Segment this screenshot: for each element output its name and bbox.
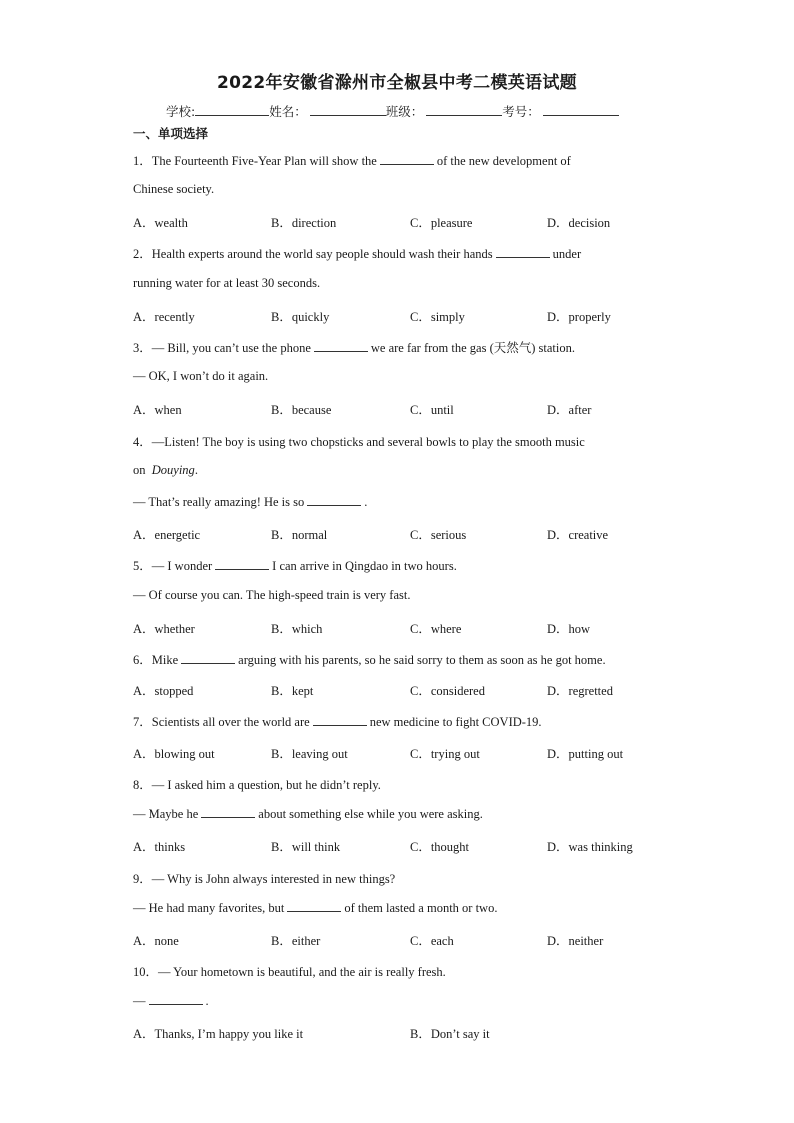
- student-info-line: [166, 102, 619, 120]
- question-3-line-1: 3．— Bill, you can’t use the phone we are far from the gas (天然气) station.: [133, 341, 575, 355]
- option-a[interactable]: A．energetic: [133, 528, 201, 542]
- question-2-line-2: running water for at least 30 seconds.: [133, 276, 321, 290]
- page-title: 2022年安徽省滁州市全椒县中考二模英语试题: [217, 73, 577, 93]
- question-4-line-2: on Douying.: [133, 463, 198, 477]
- question-10-line-2: — .: [133, 994, 209, 1008]
- answer-blank[interactable]: [496, 246, 550, 258]
- question-9-line-1: 9．— Why is John always interested in new things?: [133, 872, 396, 886]
- answer-blank[interactable]: [314, 340, 368, 352]
- name-label: 姓名：: [269, 104, 307, 119]
- class-label: 班级：: [385, 104, 424, 119]
- option-d[interactable]: D．creative: [547, 528, 609, 542]
- option-b[interactable]: B．kept: [271, 684, 314, 698]
- option-d[interactable]: D．decision: [547, 216, 611, 230]
- option-c[interactable]: C．each: [410, 934, 454, 948]
- question-2-line-1: 2．Health experts around the world say people should wash their hands under: [133, 247, 582, 261]
- option-c[interactable]: C．simply: [410, 310, 465, 324]
- question-10-line-1: 10．— Your hometown is beautiful, and the air is really fresh.: [133, 965, 446, 979]
- option-c[interactable]: C．where: [410, 622, 462, 636]
- option-a[interactable]: A．wealth: [133, 216, 188, 230]
- option-b[interactable]: B．will think: [271, 840, 341, 854]
- class-blank[interactable]: [426, 103, 502, 116]
- option-c[interactable]: C．pleasure: [410, 216, 473, 230]
- question-5-line-1: 5．— I wonder I can arrive in Qingdao in two hours.: [133, 559, 457, 573]
- question-4-line-3: — That’s really amazing! He is so .: [133, 495, 368, 509]
- answer-blank[interactable]: [201, 806, 255, 818]
- option-a[interactable]: A．thinks: [133, 840, 186, 854]
- question-9-line-2: — He had many favorites, but of them lasted a month or two.: [133, 901, 498, 915]
- option-d[interactable]: D．putting out: [547, 747, 624, 761]
- option-a[interactable]: A．Thanks, I’m happy you like it: [133, 1027, 304, 1041]
- option-c[interactable]: C．serious: [410, 528, 467, 542]
- exam-no-blank[interactable]: [543, 103, 619, 116]
- answer-blank[interactable]: [181, 652, 235, 664]
- option-c[interactable]: C．until: [410, 403, 454, 417]
- answer-blank[interactable]: [307, 494, 361, 506]
- option-b[interactable]: B．Don’t say it: [410, 1027, 490, 1041]
- question-8-line-2: — Maybe he about something else while you were asking.: [133, 807, 483, 821]
- option-a[interactable]: A．recently: [133, 310, 195, 324]
- option-b[interactable]: B．normal: [271, 528, 328, 542]
- school-blank[interactable]: [195, 103, 269, 116]
- section-heading: 一、单项选择: [133, 126, 209, 141]
- option-d[interactable]: D．regretted: [547, 684, 613, 698]
- option-b[interactable]: B．which: [271, 622, 323, 636]
- answer-blank[interactable]: [313, 714, 367, 726]
- option-a[interactable]: A．stopped: [133, 684, 194, 698]
- option-a[interactable]: A．none: [133, 934, 179, 948]
- option-b[interactable]: B．direction: [271, 216, 337, 230]
- option-a[interactable]: A．when: [133, 403, 182, 417]
- answer-blank[interactable]: [380, 153, 434, 165]
- answer-blank[interactable]: [215, 558, 269, 570]
- option-b[interactable]: B．because: [271, 403, 332, 417]
- exam-no-label: 考号：: [502, 104, 540, 119]
- question-3-line-2: — OK, I won’t do it again.: [133, 369, 269, 383]
- answer-blank[interactable]: [149, 993, 203, 1005]
- answer-blank[interactable]: [287, 900, 341, 912]
- option-a[interactable]: A．blowing out: [133, 747, 215, 761]
- option-d[interactable]: D．how: [547, 622, 591, 636]
- option-c[interactable]: C．considered: [410, 684, 485, 698]
- option-c[interactable]: C．thought: [410, 840, 470, 854]
- question-6-line-1: 6．Mike arguing with his parents, so he said sorry to them as soon as he got home.: [133, 653, 606, 667]
- option-d[interactable]: D．neither: [547, 934, 604, 948]
- option-d[interactable]: D．properly: [547, 310, 611, 324]
- question-1-line-2: Chinese society.: [133, 182, 215, 196]
- question-4-line-1: 4．—Listen! The boy is using two chopsticks and several bowls to play the smooth music: [133, 435, 585, 449]
- option-b[interactable]: B．leaving out: [271, 747, 348, 761]
- school-label: 学校:: [166, 104, 196, 119]
- option-d[interactable]: D．was thinking: [547, 840, 633, 854]
- question-8-line-1: 8．— I asked him a question, but he didn’t reply.: [133, 778, 381, 792]
- option-a[interactable]: A．whether: [133, 622, 195, 636]
- question-1-line-1: 1．The Fourteenth Five-Year Plan will show the of the new development of: [133, 154, 571, 168]
- option-c[interactable]: C．trying out: [410, 747, 480, 761]
- option-d[interactable]: D．after: [547, 403, 592, 417]
- option-b[interactable]: B．quickly: [271, 310, 330, 324]
- question-5-line-2: — Of course you can. The high-speed train is very fast.: [133, 588, 411, 602]
- name-blank[interactable]: [310, 103, 386, 116]
- question-7-line-1: 7．Scientists all over the world are new medicine to fight COVID-19.: [133, 715, 542, 729]
- option-b[interactable]: B．either: [271, 934, 321, 948]
